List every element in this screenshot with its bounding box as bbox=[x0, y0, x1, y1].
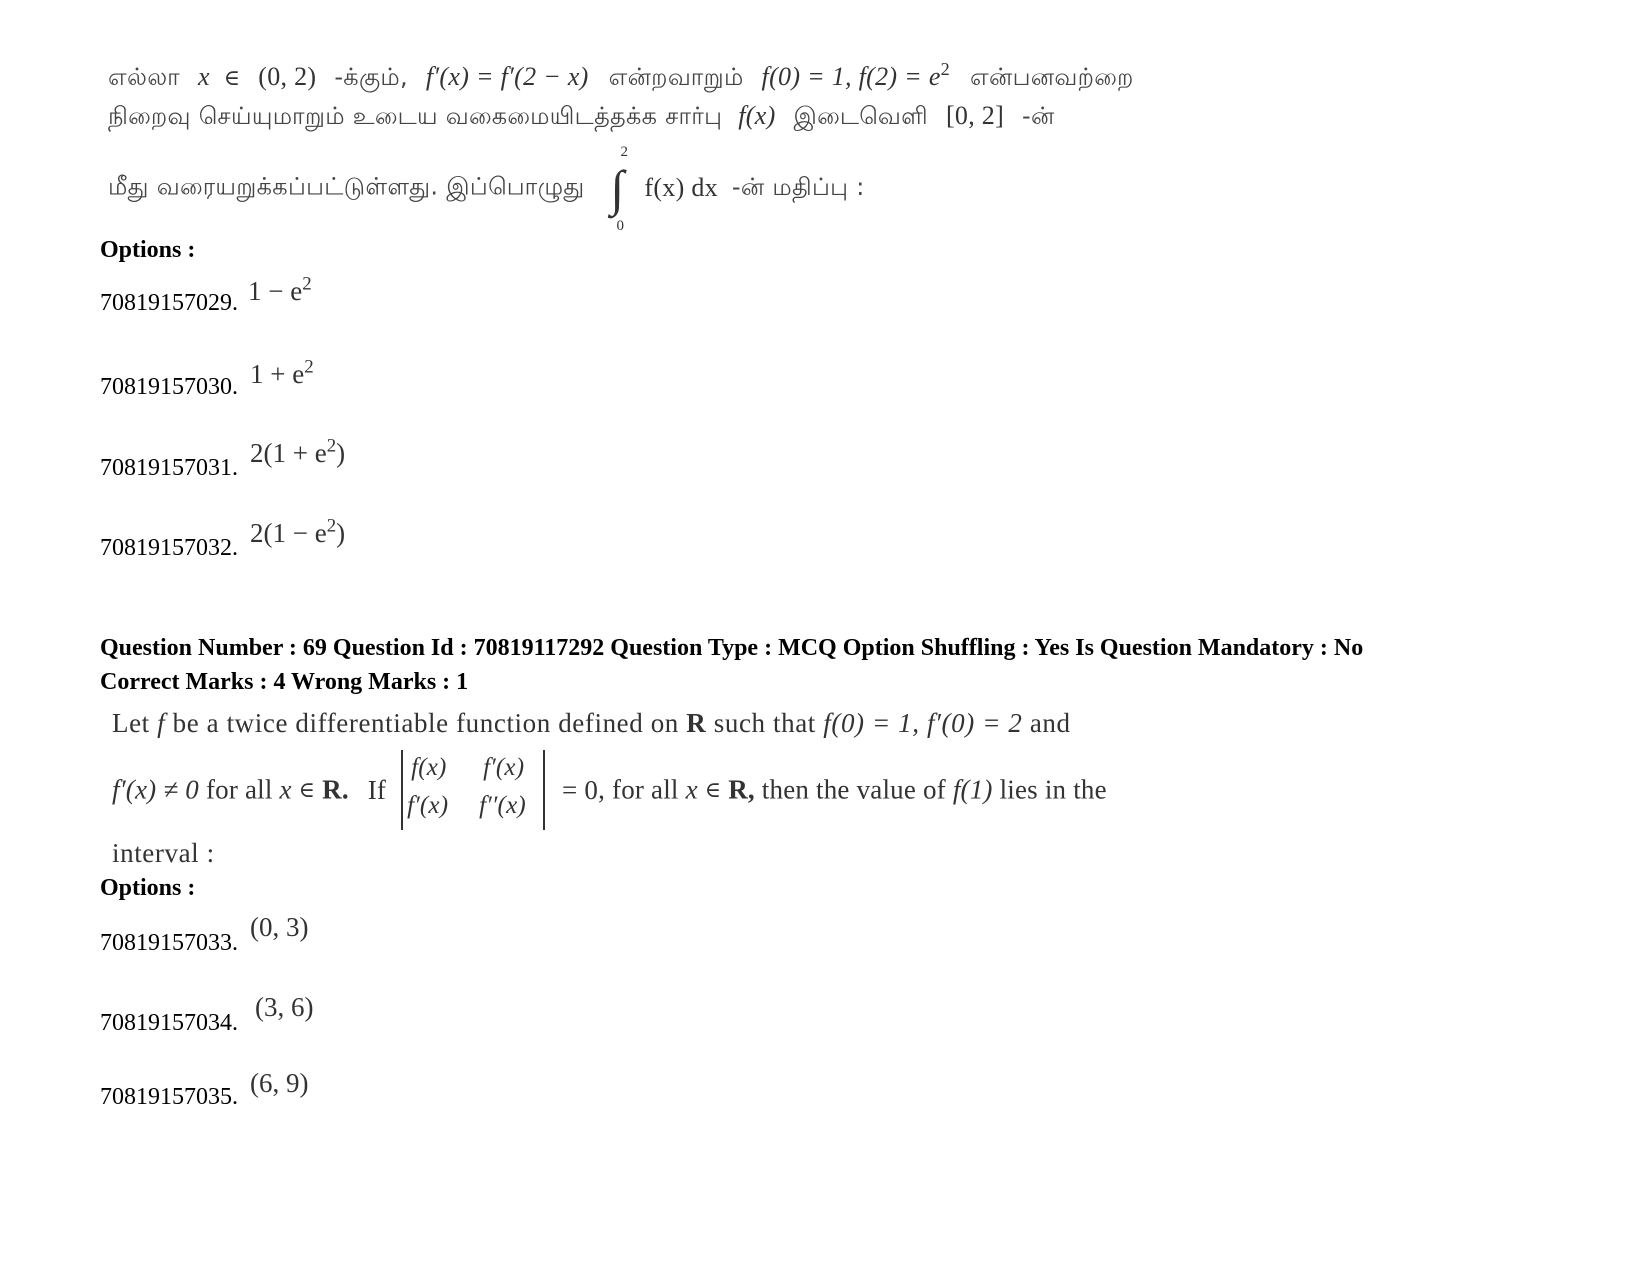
q69-l1-t2: be a twice differentiable function defined on bbox=[172, 708, 679, 738]
q68-line-3 bbox=[108, 144, 865, 234]
det-cell-11: f(x) bbox=[411, 754, 447, 781]
option-exp: 2 bbox=[326, 435, 337, 457]
q68-l1-in: ∈ bbox=[223, 65, 241, 90]
q69-l2-R2: R, bbox=[728, 774, 755, 805]
q68-l1-w1: எல்லா bbox=[108, 63, 181, 91]
q68-l1-interval: (0, 2) bbox=[258, 62, 317, 91]
q69-l2-t2: , for all bbox=[598, 774, 679, 805]
q69-options-label: Options : bbox=[100, 875, 196, 901]
integral-upper-limit: 2 bbox=[620, 144, 629, 160]
q68-l1-eq2-exp: 2 bbox=[940, 59, 951, 79]
q68-line-2 bbox=[108, 101, 1055, 133]
integral-sign: ∫ 2 0 bbox=[610, 144, 629, 234]
q68-l2-w1: நிறைவு செய்யுமாறும் உடைய வகைமையிடத்தக்க சார்பு bbox=[108, 102, 723, 130]
det-cell-21: f′(x) bbox=[407, 792, 449, 819]
option-suffix: ) bbox=[336, 438, 346, 468]
option-id: 70819157035. bbox=[100, 1084, 238, 1110]
option-value: 1 − e bbox=[248, 276, 303, 306]
q68-line-1 bbox=[108, 59, 1134, 94]
q69-meta-line-2: Correct Marks : 4 Wrong Marks : 1 bbox=[100, 669, 469, 695]
option-id: 70819157032. bbox=[100, 535, 238, 561]
option-id: 70819157029. bbox=[100, 290, 238, 316]
q69-l2-x2: x bbox=[685, 774, 698, 805]
option-exp: 2 bbox=[304, 356, 314, 378]
q68-l1-w4: என்பனவற்றை bbox=[970, 63, 1134, 91]
q68-l3-integrand: f(x) dx bbox=[644, 173, 718, 202]
q69-l2-in: ∈ bbox=[298, 777, 316, 802]
det-cell-22: f′′(x) bbox=[479, 792, 526, 819]
q69-l1-t4: and bbox=[1029, 708, 1071, 738]
q69-meta-line-1: Question Number : 69 Question Id : 70819117292 Question Type : MCQ Option Shuffling : Yes Is Question Mandatory : No bbox=[100, 635, 1364, 661]
q69-l2-t1: for all bbox=[205, 774, 273, 805]
option-value: (3, 6) bbox=[255, 992, 314, 1022]
q68-l2-w3: -ன் bbox=[1022, 102, 1055, 130]
q68-l3-w1: மீது வரையறுக்கப்பட்டுள்ளது. இப்பொழுது bbox=[108, 172, 585, 201]
q69-l2-eq0: = 0 bbox=[562, 774, 599, 805]
q69-l1-eq: f(0) = 1, f′(0) = 2 bbox=[823, 708, 1023, 738]
q68-l2-interval: [0, 2] bbox=[945, 101, 1005, 130]
q68-l1-eq1: f′(x) = f′(2 − x) bbox=[425, 62, 589, 91]
q69-line-2 bbox=[112, 750, 1107, 836]
option-exp: 2 bbox=[326, 515, 337, 537]
q69-l2-f1: f(1) bbox=[952, 774, 993, 805]
q68-l2-fx: f(x) bbox=[738, 101, 776, 130]
q69-l2-t3: then the value of bbox=[761, 774, 946, 805]
q69-l2-R: R. bbox=[322, 774, 349, 805]
option-value: (0, 3) bbox=[250, 912, 309, 942]
q68-l1-eq2: f(0) = 1, f(2) = e bbox=[761, 62, 941, 91]
q69-l2-in2: ∈ bbox=[704, 777, 722, 802]
option-id: 70819157033. bbox=[100, 930, 238, 956]
q68-l3-w2: -ன் மதிப்பு : bbox=[731, 172, 865, 201]
option-value: (6, 9) bbox=[250, 1068, 309, 1098]
option-value: 2(1 + e bbox=[250, 438, 327, 468]
q68-l2-w2: இடைவெளி bbox=[793, 102, 929, 130]
q69-l1-f: f bbox=[157, 708, 166, 738]
q69-l2-if: If bbox=[367, 774, 387, 805]
option-id: 70819157034. bbox=[100, 1010, 238, 1036]
q69-l1-t3: such that bbox=[713, 708, 816, 738]
option-id: 70819157031. bbox=[100, 455, 238, 481]
q69-l2-t4: lies in the bbox=[999, 774, 1107, 805]
q69-l2-pre: f′(x) ≠ 0 bbox=[112, 774, 199, 805]
q69-l2-x: x bbox=[279, 774, 292, 805]
integral-lower-limit: 0 bbox=[616, 218, 625, 234]
determinant bbox=[401, 750, 545, 830]
option-suffix: ) bbox=[336, 518, 346, 548]
q69-l1-R: R bbox=[686, 708, 707, 738]
option-exp: 2 bbox=[302, 273, 312, 295]
option-value: 1 + e bbox=[250, 359, 305, 389]
q68-l1-w3: என்றவாறும் bbox=[608, 63, 744, 91]
q68-l1-x: x bbox=[197, 62, 210, 91]
q69-line-3: interval : bbox=[112, 838, 215, 868]
q68-l1-w2: -க்கும், bbox=[334, 63, 408, 91]
q69-line-1 bbox=[112, 708, 1071, 739]
option-id: 70819157030. bbox=[100, 374, 238, 400]
q69-l1-t1: Let bbox=[112, 708, 150, 738]
det-cell-12: f′(x) bbox=[483, 754, 525, 781]
option-value: 2(1 − e bbox=[250, 518, 327, 548]
q68-options-label: Options : bbox=[100, 237, 196, 263]
